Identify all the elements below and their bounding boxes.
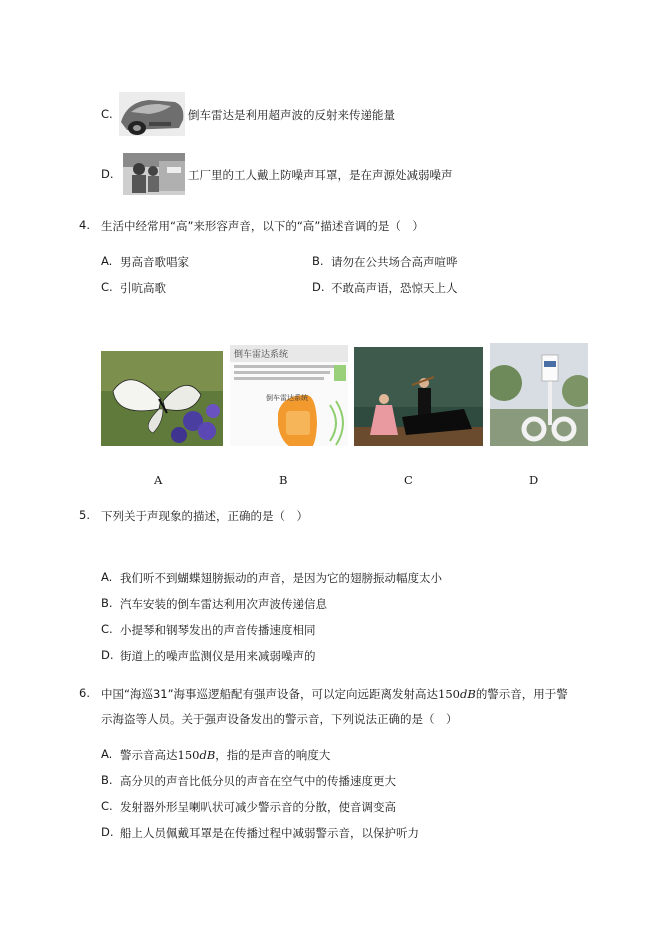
option-text: 不敢高声语，恐惊天上人 (331, 281, 458, 295)
question-number: 6. (79, 686, 90, 700)
car-radar-photo (119, 92, 185, 136)
option-letter: C. (101, 799, 113, 813)
question-stem: 下列关于声现象的描述，正确的是（ ） (101, 509, 308, 523)
option-letter: D. (101, 167, 114, 181)
option-text: 引吭高歌 (120, 281, 166, 295)
parking-radar-diagram (230, 345, 348, 446)
option-letter: D. (312, 280, 325, 294)
question-number: 4. (79, 218, 90, 232)
option-letter: A. (101, 570, 113, 584)
option-text: 请勿在公共场合高声喧哗 (331, 255, 458, 269)
option-text: 高分贝的声音比低分贝的声音在空气中的传播速度更大 (120, 774, 396, 788)
option-letter: B. (312, 254, 324, 268)
figure-label-d: D (529, 473, 539, 487)
option-text: 警示音高达150dB，指的是声音的响度大 (120, 748, 331, 762)
option-text: 男高音歌唱家 (120, 255, 189, 269)
factory-workers-photo (123, 153, 185, 195)
option-text: 工厂里的工人戴上防噪声耳罩，是在声源处减弱噪声 (188, 168, 453, 182)
option-letter: B. (101, 596, 113, 610)
option-letter: D. (101, 825, 114, 839)
question-stem-line1: 中国“海巡31”海事巡逻船配有强声设备，可以定向远距离发射高达150dB的警示音，用于警 (101, 687, 568, 701)
option-letter: D. (101, 648, 114, 662)
question-stem: 生活中经常用“高”来形容声音，以下的“高”描述音调的是（ ） (101, 219, 424, 233)
butterfly-photo (101, 351, 223, 446)
option-text: 小提琴和钢琴发出的声音传播速度相同 (120, 623, 316, 637)
option-text: 倒车雷达是利用超声波的反射来传递能量 (188, 108, 395, 122)
diagram-car-label: 倒车雷达系统 (266, 394, 308, 402)
diagram-title: 倒车雷达系统 (234, 350, 289, 360)
option-text: 船上人员佩戴耳罩是在传播过程中减弱警示音，以保护听力 (120, 826, 419, 840)
option-text: 发射器外形呈喇叭状可减少警示音的分散，使音调变高 (120, 800, 396, 814)
concert-photo (354, 347, 483, 446)
question-stem-line2: 示海盗等人员。关于强声设备发出的警示音，下列说法正确的是（ ） (101, 712, 458, 726)
option-letter: A. (101, 254, 113, 268)
option-text: 我们听不到蝴蝶翅膀振动的声音，是因为它的翅膀振动幅度太小 (120, 571, 442, 585)
figure-label-c: C (404, 473, 413, 487)
option-letter: C. (101, 280, 113, 294)
figure-label-a: A (154, 473, 163, 487)
option-letter: C. (101, 107, 113, 121)
noise-monitor-photo (490, 343, 588, 446)
option-text: 街道上的噪声监测仪是用来减弱噪声的 (120, 649, 316, 663)
figure-label-b: B (279, 473, 288, 487)
option-text: 汽车安装的倒车雷达利用次声波传递信息 (120, 597, 327, 611)
option-letter: A. (101, 747, 113, 761)
option-letter: B. (101, 773, 113, 787)
question-number: 5. (79, 508, 90, 522)
option-letter: C. (101, 622, 113, 636)
